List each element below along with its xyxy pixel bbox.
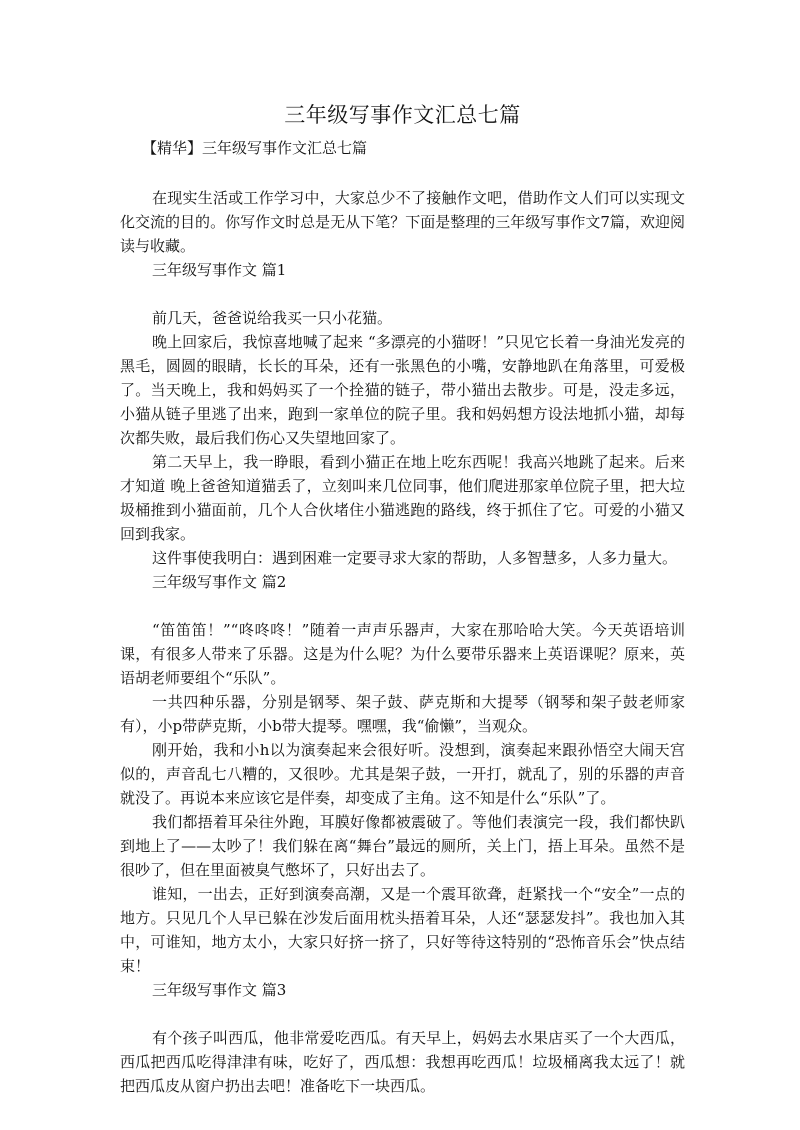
paragraph: 第二天早上，我一睁眼，看到小猫正在地上吃东西呢！我高兴地跳了起来。后来才知道 晚上爸爸知道猫丢了，立刻叫来几位同事，他们爬进那家单位院子里，把大垃圾桶推到小猫面前，几个人合伙堵住小猫逃跑的路线，终于抓住了它。可爱的小猫又回到我家。 bbox=[120, 453, 685, 543]
paragraph: 有个孩子叫西瓜，他非常爱吃西瓜。有天早上，妈妈去水果店买了一个大西瓜，西瓜把西瓜吃得津津有味，吃好了，西瓜想：我想再吃西瓜！垃圾桶离我太远了！就把西瓜皮从窗户扔出去吧！准备吃下一块西瓜。 bbox=[120, 1029, 685, 1095]
section-heading: 三年级写事作文 篇3 bbox=[152, 981, 287, 999]
paragraph: 这件事使我明白：遇到困难一定要寻求大家的帮助，人多智慧多，人多力量大。 bbox=[152, 549, 678, 567]
intro-paragraph: 在现实生活或工作学习中，大家总少不了接触作文吧，借助作文人们可以实现文化交流的目的。你写作文时总是无从下笔？下面是整理的三年级写事作文7篇，欢迎阅读与收藏。 bbox=[120, 189, 685, 255]
document-page bbox=[120, 100, 685, 1098]
paragraph: 我们都捂着耳朵往外跑，耳膜好像都被震破了。等他们表演完一段，我们都快趴到地上了——太吵了！我们躲在离“舞台”最远的厕所，关上门，捂上耳朵。虽然不是很吵了，但在里面被臭气憋坏了，只好出去了。 bbox=[120, 813, 685, 879]
paragraph: 前几天，爸爸说给我买一只小花猫。 bbox=[152, 309, 393, 327]
paragraph: “笛笛笛！”“咚咚咚！”随着一声声乐器声，大家在那哈哈大笑。今天英语培训课，有很多人带来了乐器。这是为什么呢？为什么要带乐器来上英语课呢？原来，英语胡老师要组个“乐队”。 bbox=[120, 621, 685, 687]
paragraph: 晚上回家后，我惊喜地喊了起来 “多漂亮的小猫呀！”只见它长着一身油光发亮的黑毛，圆圆的眼睛，长长的耳朵，还有一张黑色的小嘴，安静地趴在角落里，可爱极了。当天晚上，我和妈妈买了一个拴猫的链子，带小猫出去散步。可是，没走多远，小猫从链子里逃了出来，跑到一家单位的院子里。我和妈妈想方设法地抓小猫，却每次都失败，最后我们伤心又失望地回家了。 bbox=[120, 333, 685, 447]
section-3 bbox=[120, 978, 685, 1098]
document-subtitle: 【精华】三年级写事作文汇总七篇 bbox=[142, 139, 368, 157]
section-heading: 三年级写事作文 篇1 bbox=[152, 261, 287, 279]
paragraph: 刚开始，我和小h以为演奏起来会很好听。没想到，演奏起来跟孙悟空大闹天宫似的，声音乱七八糟的，又很吵。尤其是架子鼓，一开打，就乱了，别的乐器的声音就没了。再说本来应该它是伴奏，却变成了主角。这不知是什么“乐队”了。 bbox=[120, 741, 685, 807]
section-heading: 三年级写事作文 篇2 bbox=[152, 573, 287, 591]
section-1 bbox=[120, 258, 685, 570]
paragraph: 谁知，一出去，正好到演奏高潮，又是一个震耳欲聋，赶紧找一个“安全”一点的地方。只见几个人早已躲在沙发后面用枕头捂着耳朵，人还“瑟瑟发抖”。我也加入其中，可谁知，地方太小，大家只好挤一挤了，只好等待这特别的“恐怖音乐会”快点结束！ bbox=[120, 885, 685, 975]
document-title: 三年级写事作文汇总七篇 bbox=[284, 103, 521, 127]
section-2 bbox=[120, 570, 685, 978]
paragraph: 一共四种乐器，分别是钢琴、架子鼓、萨克斯和大提琴（钢琴和架子鼓老师家有），小p带萨克斯，小b带大提琴。嘿嘿，我“偷懒”，当观众。 bbox=[120, 693, 685, 735]
